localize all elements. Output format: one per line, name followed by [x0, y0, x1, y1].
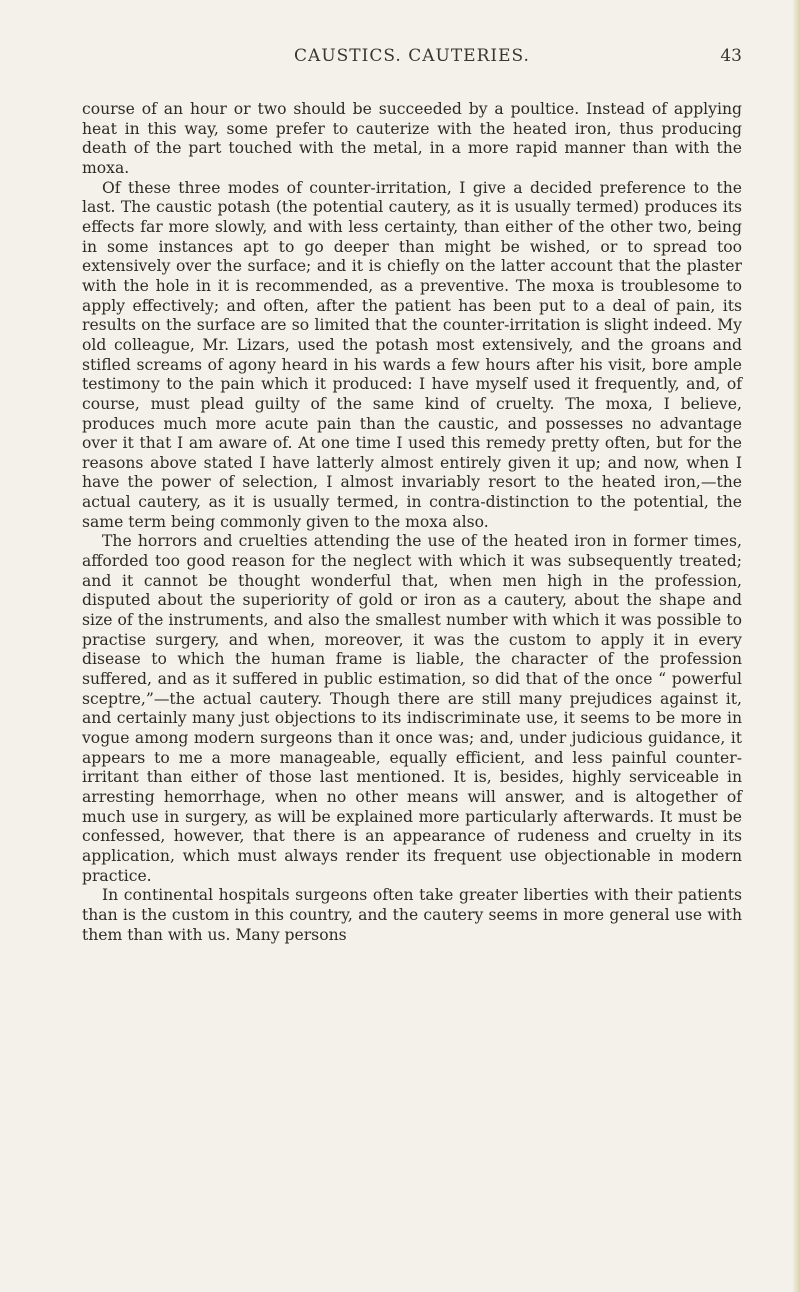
page-number: 43: [720, 46, 742, 66]
paragraph: In continental hospitals surgeons often take greater liberties with their patients than is the custom in this country, and the cautery seems in more general use with them than with us. Many persons: [82, 886, 742, 944]
running-title: CAUSTICS. CAUTERIES.: [294, 46, 530, 66]
paragraph: course of an hour or two should be succeeded by a poultice. Instead of applying heat in this way, some prefer to cauterize with the heated iron, thus producing death of the part touched with the metal, in a more rapid manner than with the moxa.: [82, 100, 742, 177]
running-head: [82, 46, 742, 76]
paragraph: Of these three modes of counter-irritation, I give a decided preference to the last. The caustic potash (the potential cautery, as it is usually termed) produces its effects far more slowly, and with less certainty, than either of the other two, being in some instances apt to go deeper than might be wished, or to spread too extensively over the surface; and it is chiefly on the latter account that the plaster with the hole in it is recommended, as a preventive. The moxa is troublesome to apply effectively; and often, after the patient has been put to a deal of pain, its results on the surface are so limited that the counter-irritation is slight indeed. My old colleague, Mr. Lizars, used the potash most extensively, and the groans and stifled screams of agony heard in his wards a few hours after his visit, bore ample testimony to the pain which it produced: I have myself used it frequently, and, of course, must plead guilty of the same kind of cruelty. The moxa, I believe, produces much more acute pain than the caustic, and possesses no advantage over it that I am aware of. At one time I used this remedy pretty often, but for the reasons above stated I have latterly almost entirely given it up; and now, when I have the power of selection, I almost invariably resort to the heated iron,—the actual cautery, as it is usually termed, in contra-distinction to the potential, the same term being commonly given to the moxa also.: [82, 178, 742, 531]
page-edge-shadow: [792, 0, 800, 1292]
paragraph: The horrors and cruelties attending the use of the heated iron in former times, afforded too good reason for the neglect with which it was subsequently treated; and it cannot be thought wonderful that, when men high in the profession, disputed about the superiority of gold or iron as a cautery, about the shape and size of the instruments, and also the smallest number with which it was possible to practise surgery, and when, moreover, it was the custom to apply it in every disease to which the human frame is liable, the character of the profession suffered, and as it suffered in public estimation, so did that of the once “ powerful sceptre,”—the actual cautery. Though there are still many prejudices against it, and certainly many just objections to its indiscriminate use, it seems to be more in vogue among modern surgeons than it once was; and, under judicious guidance, it appears to me a more manageable, equally efficient, and less painful counter-irritant than either of those last mentioned. It is, besides, highly serviceable in arresting hemorrhage, when no other means will answer, and is altogether of much use in surgery, as will be explained more particularly afterwards. It must be confessed, however, that there is an appearance of rudeness and cruelty in its application, which must always render its frequent use objectionable in modern practice.: [82, 532, 742, 885]
body-text: [82, 100, 742, 945]
